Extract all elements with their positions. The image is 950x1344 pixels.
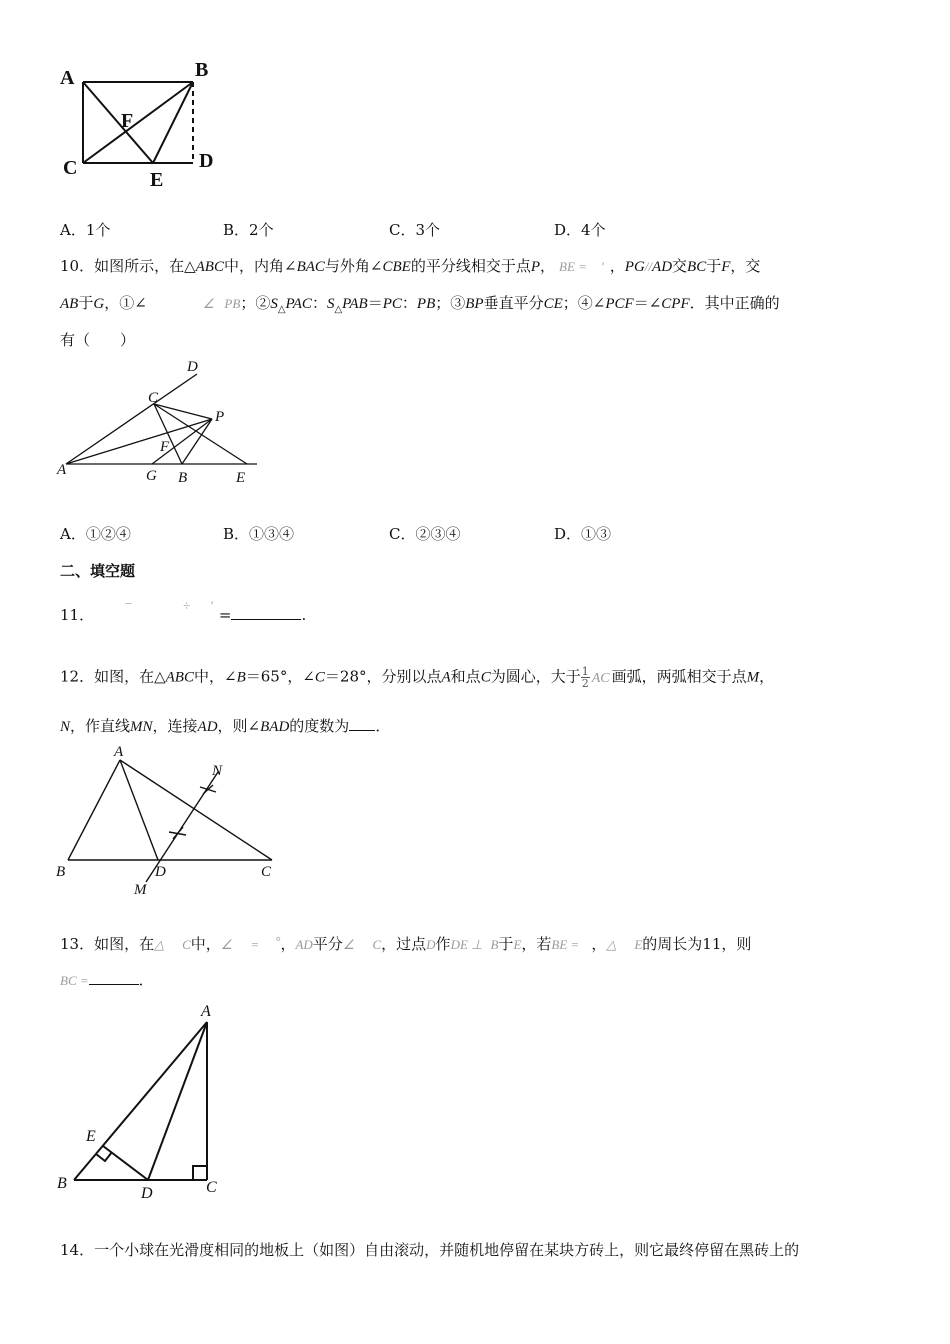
faint-formula: E: [513, 937, 522, 952]
text: 于: [78, 294, 94, 312]
option-letter: A．: [60, 525, 86, 543]
q13-line-2: [60, 970, 154, 991]
faint-formula: AD: [295, 937, 313, 952]
q10-seg-ap: [66, 419, 212, 464]
q12-label-m: M: [134, 882, 147, 898]
var: CBE: [382, 259, 411, 275]
faint-formula: =: [250, 937, 260, 952]
text: ＝28°，分别以点: [324, 667, 442, 686]
fraction-half: [581, 666, 590, 689]
text: 于: [706, 257, 722, 275]
q10-label-e: E: [236, 470, 246, 486]
q9-label-a: A: [60, 67, 75, 89]
option-letter: D．: [554, 221, 582, 239]
faint-formula: △: [606, 937, 617, 952]
q13-right-angle-c: [193, 1166, 207, 1180]
subscript: △: [334, 304, 343, 315]
var: PCF: [605, 296, 634, 312]
faint-formula: AC: [591, 670, 610, 686]
text: ：: [311, 294, 327, 312]
q12-seg-ad: [120, 760, 158, 860]
var: N: [60, 719, 71, 735]
q12-label-a: A: [114, 744, 124, 760]
q12-label-c: C: [261, 864, 272, 880]
faint-formula: BC =: [60, 973, 89, 988]
q12-line-2: [60, 716, 390, 737]
q10-option-b: [223, 524, 294, 544]
text: ＝65°，∠: [245, 667, 315, 686]
question-number: 13．: [60, 935, 95, 953]
option-text: 1个: [85, 221, 111, 239]
q13-label-d: D: [141, 1185, 153, 1202]
faint-formula: D: [426, 937, 436, 952]
text: 垂直平分: [483, 294, 544, 312]
var: BAD: [260, 719, 290, 735]
text: ，交: [730, 257, 761, 275]
option-letter: B．: [223, 525, 250, 543]
faint-formula: °: [275, 933, 281, 948]
text: ＝∠: [633, 294, 662, 312]
q9-label-f: F: [121, 110, 134, 132]
option-letter: A．: [60, 221, 86, 239]
q13-right-angle-e: [96, 1152, 112, 1161]
period: .: [301, 606, 307, 624]
text: ，: [540, 257, 556, 275]
q12-seg-ac: [120, 760, 272, 860]
q10-option-a: [60, 524, 131, 544]
q9-option-d: [554, 220, 606, 240]
var: AB: [60, 296, 79, 312]
var: ABC: [165, 669, 194, 686]
faint-formula: C: [182, 937, 191, 952]
option-letter: D．: [554, 525, 582, 543]
text: ，若: [521, 935, 552, 953]
option-letter: C．: [389, 221, 416, 239]
parallel-symbol: //: [644, 259, 653, 274]
text: 作: [435, 935, 451, 953]
var: CPF: [661, 296, 690, 312]
text: ．: [138, 971, 154, 989]
text: 的度数为: [289, 717, 350, 735]
text: 画弧，两弧相交于点: [611, 667, 747, 686]
q10-line-3: [60, 330, 135, 350]
faint-formula: ∠: [342, 937, 355, 952]
faint-formula: C: [372, 937, 382, 952]
text: ＝: [367, 294, 383, 312]
var: G: [93, 296, 105, 312]
text: 交: [672, 257, 688, 275]
var: A: [441, 669, 451, 686]
var: PAC: [285, 296, 312, 312]
var: PC: [382, 296, 402, 312]
var: MN: [130, 719, 153, 735]
text: 一个小球在光滑度相同的地板上（如图）自由滚动，并随机地停留在某块方砖上，则它最终停留在黑砖上的: [94, 1241, 800, 1259]
option-text: 2个: [249, 221, 274, 239]
text: 如图，在△: [94, 667, 166, 686]
q10-seg-bp: [182, 419, 212, 464]
var: C: [314, 669, 325, 686]
q14-line: [60, 1240, 799, 1260]
var: M: [746, 669, 760, 686]
option-text: 4个: [581, 221, 606, 239]
q10-label-f: F: [160, 439, 170, 455]
question-number: 14．: [60, 1241, 95, 1259]
option-letter: C．: [389, 525, 416, 543]
text: ．其中正确的: [689, 294, 780, 312]
q13-label-b: B: [57, 1175, 67, 1192]
text: ，: [280, 935, 296, 953]
q9-seg-bc: [83, 82, 193, 163]
var: P: [530, 259, 541, 275]
q10-label-d: D: [187, 359, 198, 375]
q12-seg-ab: [68, 760, 120, 860]
q9-option-a: [60, 220, 110, 240]
q9-label-d: D: [199, 150, 214, 172]
q12-label-d: D: [155, 864, 166, 880]
text: 中，: [190, 935, 221, 953]
text: 有（ ）: [60, 331, 136, 349]
q10-figure: [52, 352, 267, 492]
q12-figure: [50, 742, 280, 902]
var: PB: [416, 296, 436, 312]
answer-blank[interactable]: [349, 716, 375, 731]
q10-label-p: P: [215, 409, 225, 425]
var: AD: [197, 719, 218, 735]
var: CE: [543, 296, 563, 312]
q12-label-b: B: [56, 864, 66, 880]
text: ，过点: [381, 935, 427, 953]
q9-option-b: [223, 220, 274, 240]
var: BP: [465, 296, 484, 312]
text: ．: [375, 717, 391, 735]
faint-formula: DE ⊥: [450, 937, 483, 952]
q9-label-e: E: [150, 169, 164, 191]
text: 于: [498, 935, 514, 953]
answer-blank[interactable]: [231, 605, 301, 620]
q10-option-c: [389, 524, 461, 544]
text: ，则∠: [217, 717, 261, 735]
q9-seg-be: [153, 82, 193, 163]
text: ：: [401, 294, 417, 312]
q11-line: [60, 596, 307, 626]
option-text: ②③④: [415, 525, 461, 543]
subscript: △: [277, 304, 286, 315]
text: 平分: [312, 935, 343, 953]
q9-label-b: B: [195, 59, 209, 81]
q9-label-c: C: [63, 157, 78, 179]
text: ，: [759, 667, 775, 686]
q13-seg-de: [103, 1146, 148, 1180]
var: C: [480, 669, 491, 686]
section-heading-fill-in: 二、填空题: [60, 562, 136, 580]
text: ，①∠: [104, 294, 147, 312]
faint-formula: PB: [224, 296, 241, 311]
faint-formula: ∠: [202, 296, 215, 311]
q13-seg-ab: [74, 1022, 207, 1180]
text: 中，∠: [193, 667, 237, 686]
question-number: 10．: [60, 257, 95, 275]
q13-label-e: E: [86, 1128, 96, 1145]
text: 和点: [450, 667, 481, 686]
q9-option-c: [389, 220, 440, 240]
text: 为圆心，大于: [490, 667, 581, 686]
question-number: 11．: [60, 606, 95, 624]
option-text: ①②④: [85, 525, 131, 543]
text: 如图所示，在△: [94, 257, 196, 275]
fraction-numerator: 1: [581, 665, 589, 678]
var: ABC: [195, 259, 224, 275]
faint-formula: ′: [210, 598, 213, 613]
q10-label-g: G: [146, 468, 157, 484]
faint-formula: BE =: [559, 259, 587, 274]
faint-formula: ÷: [182, 598, 191, 613]
faint-formula: ′: [600, 259, 604, 274]
q9-figure: [55, 55, 230, 195]
text: ，连接: [152, 717, 198, 735]
var: BC: [687, 259, 707, 275]
q13-seg-ad: [148, 1022, 207, 1180]
faint-formula: −: [124, 596, 133, 611]
option-letter: B．: [223, 221, 250, 239]
text: ，: [591, 935, 607, 953]
option-text: ①③④: [249, 525, 295, 543]
option-text: ①③: [581, 525, 612, 543]
q10-line-2: [60, 293, 780, 320]
q13-figure: [52, 998, 232, 1203]
q10-label-b: B: [178, 470, 188, 486]
q12-line-1: [60, 666, 774, 689]
text: ；③: [435, 294, 466, 312]
answer-blank[interactable]: [89, 970, 139, 985]
var: B: [236, 669, 246, 686]
var: S: [326, 296, 335, 312]
var: BAC: [296, 259, 325, 275]
text: ；④∠: [562, 294, 606, 312]
q10-option-d: [554, 524, 611, 544]
option-text: 3个: [415, 221, 441, 239]
text: ，: [609, 257, 625, 275]
var: AD: [652, 259, 673, 275]
faint-formula: B: [490, 937, 499, 952]
faint-formula: E: [634, 937, 643, 952]
text: 如图，在: [94, 935, 155, 953]
text: 与外角∠: [324, 257, 383, 275]
var: S: [270, 296, 278, 312]
text: ；②: [240, 294, 271, 312]
faint-formula: ∠: [220, 937, 233, 952]
q9-seg-ae: [83, 82, 153, 163]
fraction-denominator: 2: [581, 677, 589, 690]
q12-label-n: N: [212, 763, 223, 779]
var: F: [721, 259, 731, 275]
faint-formula: BE =: [551, 937, 580, 952]
text: 中，内角∠: [223, 257, 297, 275]
var: PAB: [342, 296, 368, 312]
q10-seg-cp: [154, 404, 212, 419]
q13-label-c: C: [206, 1179, 217, 1196]
q10-label-c: C: [148, 390, 159, 406]
equals-sign: =: [218, 606, 232, 624]
q13-line-1: [60, 934, 751, 955]
q10-line-1: [60, 256, 760, 277]
faint-formula: △: [154, 937, 165, 952]
text: 的周长为11，则: [642, 935, 752, 953]
var: PG: [624, 259, 645, 275]
q10-label-a: A: [57, 462, 67, 478]
q13-label-a: A: [201, 1003, 211, 1020]
text: 的平分线相交于点: [410, 257, 531, 275]
question-number: 12．: [60, 667, 95, 686]
text: ，作直线: [70, 717, 131, 735]
